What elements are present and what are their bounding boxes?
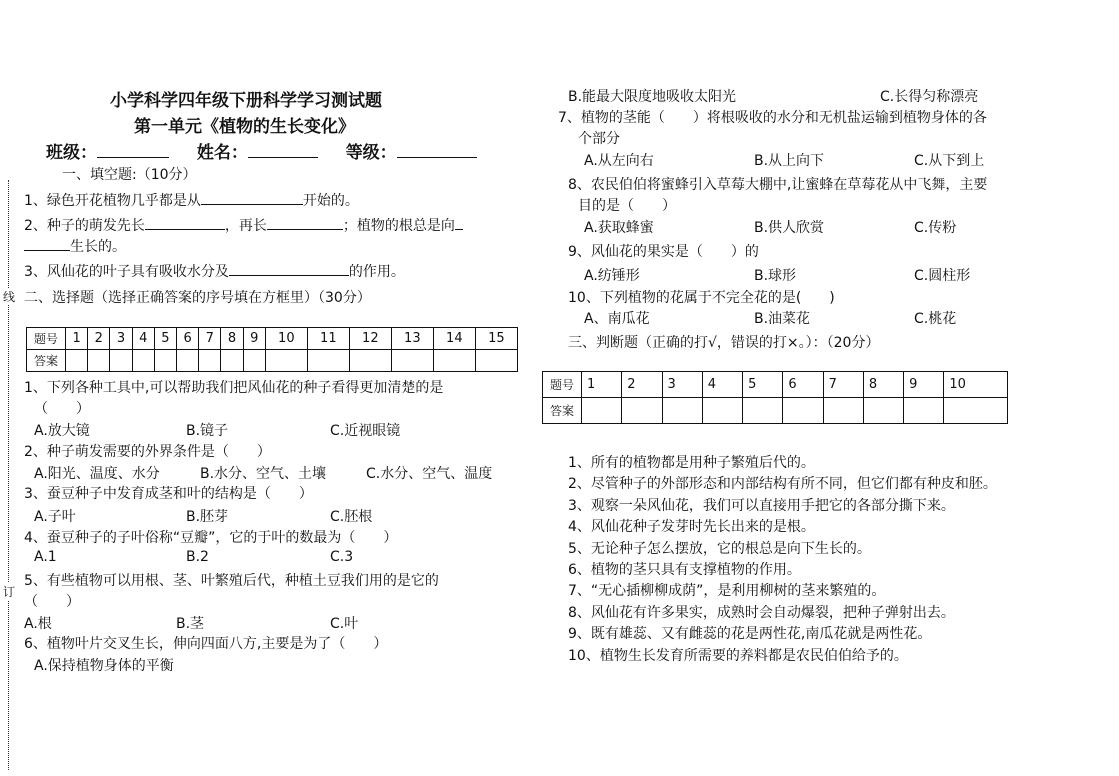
choice-q10-a: A、南瓜花 [584, 311, 650, 327]
choice-num-5: 5 [154, 328, 176, 350]
choice-ans-cell[interactable] [307, 350, 349, 372]
choice-q6-a: A.保持植物身体的平衡 [34, 658, 174, 674]
judgment-answer-table [542, 371, 1008, 424]
judgment-answer-row [543, 398, 1008, 424]
judgment-ans-cell[interactable] [823, 398, 863, 424]
fill-q1-text-a: 1、绿色开花植物几乎都是从 [24, 193, 201, 209]
choice-q5-a: A.根 [24, 616, 52, 632]
choice-q9-c: C.圆柱形 [914, 268, 971, 284]
judgment-ans-cell[interactable] [702, 398, 742, 424]
choice-q1: 1、下列各种工具中,可以帮助我们把风仙花的种子看得更加清楚的是 [24, 380, 444, 396]
choice-q1-paren: （ ） [34, 401, 90, 417]
choice-q8-b: B.供人欣赏 [754, 220, 825, 236]
section3-heading: 三、判断题（正确的打√，错误的打×。）：（20分） [568, 335, 880, 351]
choice-q3: 3、蚕豆种子中发育成茎和叶的结构是（ ） [24, 486, 313, 502]
name-blank[interactable] [248, 143, 318, 158]
fill-q2-text-a: 2、种子的萌发先长 [24, 218, 145, 234]
student-info-row [46, 138, 477, 163]
choice-answer-row [27, 350, 518, 372]
choice-q2-b: B.水分、空气、土壤 [200, 466, 327, 482]
choice-ans-cell[interactable] [177, 350, 199, 372]
fill-q1-text-b: 开始的。 [302, 193, 359, 209]
judgment-ans-cell[interactable] [904, 398, 944, 424]
judgment-item-9: 9、既有雄蕊、又有雌蕊的花是两性花,南瓜花就是两性花。 [568, 626, 932, 642]
judgment-ans-cell[interactable] [944, 398, 1008, 424]
fill-q3-blank[interactable] [229, 261, 349, 276]
fill-q2-text-c: ；植物的根总是向 [342, 218, 455, 234]
choice-answer-table [26, 327, 518, 372]
choice-num-3: 3 [110, 328, 132, 350]
judgment-item-7: 7、“无心插柳柳成荫”，是利用柳树的茎来繁殖的。 [568, 583, 886, 599]
choice-num-11: 11 [307, 328, 349, 350]
choice-ans-cell[interactable] [88, 350, 110, 372]
margin-char-xian: 线 [3, 290, 16, 304]
judgment-num-9: 9 [904, 372, 944, 398]
choice-num-9: 9 [243, 328, 265, 350]
choice-ans-cell[interactable] [66, 350, 88, 372]
choice-num-14: 14 [433, 328, 475, 350]
choice-num-8: 8 [221, 328, 243, 350]
judgment-num-8: 8 [863, 372, 903, 398]
choice-row-label-ans: 答案 [27, 350, 66, 372]
judgment-ans-cell[interactable] [743, 398, 783, 424]
choice-num-13: 13 [391, 328, 433, 350]
choice-q2-c: C.水分、空气、温度 [366, 466, 493, 482]
binding-dotted-line [8, 180, 9, 770]
judgment-ans-cell[interactable] [662, 398, 702, 424]
fill-q3-text-b: 的作用。 [348, 264, 405, 280]
grade-blank[interactable] [397, 143, 477, 158]
choice-row-label-num: 题号 [27, 328, 66, 350]
judgment-ans-cell[interactable] [622, 398, 662, 424]
class-label: 班级： [46, 143, 97, 163]
choice-q9: 9、风仙花的果实是（ ）的 [568, 244, 759, 260]
choice-ans-cell[interactable] [433, 350, 475, 372]
section2-heading: 二、选择题（选择正确答案的序号填在方框里）（30分） [24, 290, 371, 306]
choice-ans-cell[interactable] [349, 350, 391, 372]
choice-number-row [27, 328, 518, 350]
choice-q10-c: C.桃花 [914, 311, 957, 327]
fill-question-3 [24, 261, 405, 281]
choice-q7-c: C.从下到上 [914, 153, 985, 169]
choice-q2-a: A.阳光、温度、水分 [34, 466, 160, 482]
choice-q10: 10、下列植物的花属于不完全花的是( ) [568, 290, 835, 306]
fill-question-2 [24, 215, 463, 235]
choice-q8-c: C.传粉 [914, 220, 957, 236]
fill-q2-blank-2[interactable] [267, 215, 343, 230]
judgment-row-label-num: 题号 [543, 372, 582, 398]
choice-q6: 6、植物叶片交叉生长，伸向四面八方,主要是为了（ ） [24, 636, 388, 652]
choice-q3-a: A.子叶 [34, 509, 76, 525]
choice-q7-b: B.从上向下 [754, 153, 825, 169]
choice-q5-paren: （ ） [24, 594, 80, 610]
unit-title: 第一单元《植物的生长变化》 [134, 117, 355, 137]
judgment-item-2: 2、尽管种子的外部形态和内部结构有所不同，但它们都有种皮和胚。 [568, 476, 997, 492]
fill-q2-blank-1[interactable] [145, 215, 225, 230]
judgment-num-3: 3 [662, 372, 702, 398]
judgment-item-6: 6、植物的茎只具有支撑植物的作用。 [568, 562, 801, 578]
judgment-num-5: 5 [743, 372, 783, 398]
choice-q6-b: B.能最大限度地吸收太阳光 [568, 89, 737, 105]
fill-q2-text-b: ，再长 [224, 218, 267, 234]
choice-q5-c: C.叶 [330, 616, 359, 632]
judgment-item-1: 1、所有的植物都是用种子繁殖后代的。 [568, 455, 815, 471]
choice-num-15: 15 [475, 328, 517, 350]
choice-q8: 8、农民伯伯将蜜蜂引入草莓大棚中,让蜜蜂在草莓花从中飞舞，主要 [568, 177, 988, 193]
fill-question-1 [24, 190, 359, 210]
choice-q4-b: B.2 [186, 549, 209, 565]
choice-q1-c: C.近视眼镜 [330, 423, 401, 439]
judgment-ans-cell[interactable] [582, 398, 622, 424]
judgment-item-5: 5、无论种子怎么摆放，它的根总是向下生长的。 [568, 541, 871, 557]
choice-q1-b: B.镜子 [186, 423, 229, 439]
choice-ans-cell[interactable] [199, 350, 221, 372]
margin-char-ding: 订 [3, 585, 16, 599]
page-title: 小学科学四年级下册科学学习测试题 [110, 91, 382, 111]
judgment-item-3: 3、观察一朵风仙花，我们可以直接用手把它的各部分撕下来。 [568, 498, 955, 514]
fill-q2-blank-3a[interactable] [455, 215, 463, 230]
choice-q5: 5、有些植物可以用根、茎、叶繁殖后代，种植土豆我们用的是它的 [24, 573, 439, 589]
choice-q5-b: B.茎 [176, 616, 205, 632]
choice-q2: 2、种子萌发需要的外界条件是（ ） [24, 444, 271, 460]
judgment-item-8: 8、风仙花有许多果实，成熟时会自动爆裂，把种子弹射出去。 [568, 605, 955, 621]
choice-ans-cell[interactable] [154, 350, 176, 372]
choice-q8-a: A.获取蜂蜜 [584, 220, 654, 236]
choice-num-6: 6 [177, 328, 199, 350]
choice-num-4: 4 [132, 328, 154, 350]
choice-q4-c: C.3 [330, 549, 354, 565]
judgment-num-1: 1 [582, 372, 622, 398]
choice-q3-b: B.胚芽 [186, 509, 229, 525]
section1-heading: 一、填空题:（10分） [62, 167, 197, 183]
judgment-row-label-ans: 答案 [543, 398, 582, 424]
judgment-ans-cell[interactable] [863, 398, 903, 424]
judgment-num-4: 4 [702, 372, 742, 398]
fill-q2-text-d: 生长的。 [70, 239, 126, 255]
choice-num-7: 7 [199, 328, 221, 350]
choice-q4: 4、蚕豆种子的子叶俗称“豆瓣”，它的于叶的数最为（ ） [24, 530, 398, 546]
choice-ans-cell[interactable] [243, 350, 265, 372]
choice-q7: 7、植物的茎能（ ）将根吸收的水分和无机盐运输到植物身体的各 [558, 110, 987, 126]
fill-q2-blank-3[interactable] [24, 236, 70, 251]
class-blank[interactable] [97, 143, 169, 158]
judgment-ans-cell[interactable] [783, 398, 823, 424]
choice-q3-c: C.胚根 [330, 509, 373, 525]
choice-q4-a: A.1 [34, 549, 57, 565]
choice-q6-c: C.长得匀称漂亮 [880, 89, 979, 105]
judgment-num-7: 7 [823, 372, 863, 398]
name-label: 姓名： [196, 143, 248, 163]
choice-num-10: 10 [265, 328, 307, 350]
choice-ans-cell[interactable] [475, 350, 517, 372]
judgment-num-2: 2 [622, 372, 662, 398]
choice-num-12: 12 [349, 328, 391, 350]
choice-q10-b: B.油菜花 [754, 311, 811, 327]
choice-q1-a: A.放大镜 [34, 423, 90, 439]
choice-ans-cell[interactable] [265, 350, 307, 372]
choice-ans-cell[interactable] [221, 350, 243, 372]
judgment-number-row [543, 372, 1008, 398]
fill-q3-text-a: 3、风仙花的叶子具有吸收水分及 [24, 264, 229, 280]
choice-num-2: 2 [88, 328, 110, 350]
choice-q8-cont: 目的是（ ） [578, 198, 676, 214]
fill-q1-blank[interactable] [201, 190, 303, 205]
judgment-num-6: 6 [783, 372, 823, 398]
judgment-item-10: 10、植物生长发育所需要的养料都是农民伯伯给予的。 [568, 648, 908, 664]
judgment-num-10: 10 [944, 372, 1008, 398]
choice-ans-cell[interactable] [110, 350, 132, 372]
choice-ans-cell[interactable] [391, 350, 433, 372]
choice-ans-cell[interactable] [132, 350, 154, 372]
grade-label: 等级： [345, 143, 397, 163]
choice-q9-b: B.球形 [754, 268, 797, 284]
choice-q9-a: A.纺锤形 [584, 268, 640, 284]
choice-q7-cont: 个部分 [578, 131, 620, 147]
fill-question-2-cont [24, 236, 126, 256]
choice-num-1: 1 [66, 328, 88, 350]
judgment-item-4: 4、风仙花种子发芽时先长出来的是根。 [568, 519, 815, 535]
choice-q7-a: A.从左向右 [584, 153, 654, 169]
